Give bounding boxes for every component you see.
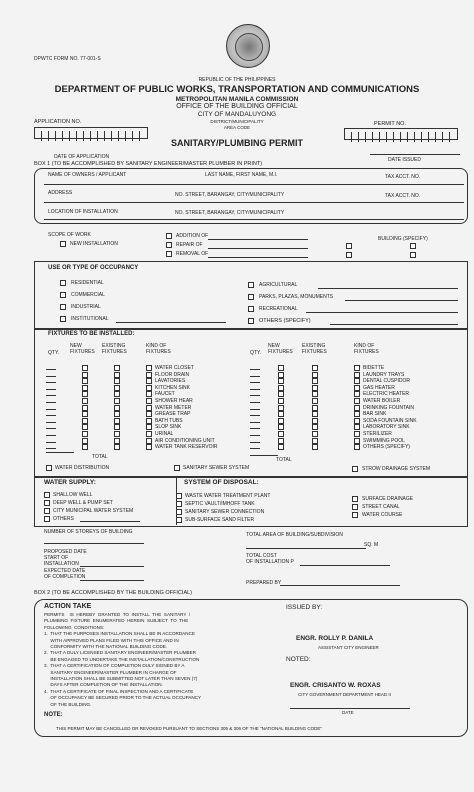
residential-label: RESIDENTIAL	[71, 280, 104, 286]
fixture-left-existing-checkbox[interactable]	[114, 405, 120, 411]
fixture-right-kind-checkbox[interactable]	[354, 365, 360, 371]
fixture-right-kind-label: BAR SINK	[363, 411, 387, 418]
fixture-left-new-checkbox[interactable]	[82, 438, 88, 444]
start-date-field[interactable]	[80, 566, 144, 567]
strow-drainage-label: STROW DRAINAGE SYSTEM	[362, 466, 431, 472]
kind-header-left: KIND OF FIXTURES	[146, 343, 171, 355]
total-left-label: TOTAL	[92, 454, 108, 460]
action-text-line: SANITARY ENGINEER/MASTER PLUMBER IN CHARGE OF	[44, 669, 177, 675]
total-cost-label: TOTAL COST	[246, 553, 277, 559]
action-text-line: 4. THAT A CERTIFICATE OF FINAL INSPECTION AND A CERTIFICATE	[44, 688, 194, 694]
fixture-right-qty-field[interactable]	[250, 389, 260, 390]
fixture-left-existing-checkbox[interactable]	[114, 365, 120, 371]
agricultural-label: AGRICULTURAL	[259, 282, 298, 288]
action-text-line: FOLLOWING CONDITIONS:	[44, 624, 105, 630]
fixture-right-kind-checkbox[interactable]	[354, 431, 360, 437]
owner-name-label: NAME OF OWNERS / APPLICANT	[48, 172, 127, 178]
fixture-right-qty-field[interactable]	[250, 428, 260, 429]
action-text-line: 2. THAT A DULY LICENSED SANITARY ENGINEER/MASTER PLUMBER	[44, 650, 196, 656]
fixture-left-kind-checkbox[interactable]	[146, 444, 152, 450]
completion-label: OF COMPLETION	[44, 574, 86, 580]
fixture-left-kind-checkbox[interactable]	[146, 398, 152, 404]
fixture-left-kind-checkbox[interactable]	[146, 431, 152, 437]
fixture-left-new-checkbox[interactable]	[82, 385, 88, 391]
action-text-line: CONFORMITY WITH THE NATIONAL BUILDING CODE.	[44, 644, 168, 649]
address-label: ADDRESS	[48, 190, 73, 196]
building-checkbox-2[interactable]	[346, 252, 352, 258]
fixture-left-new-checkbox[interactable]	[82, 424, 88, 430]
removal-label: REMOVAL OF	[176, 251, 209, 257]
fixture-right-kind-label: SODA FOUNTAIN SINK	[363, 417, 417, 424]
institutional-checkbox[interactable]	[60, 316, 66, 322]
note-label: NOTE:	[44, 712, 63, 718]
existing-fixtures-header-right: EXISTING FIXTURES	[302, 343, 327, 355]
others-water-checkbox[interactable]	[44, 516, 50, 522]
fixture-left-qty-field[interactable]	[46, 422, 56, 423]
fixture-left-new-checkbox[interactable]	[82, 444, 88, 450]
fixture-right-kind-checkbox[interactable]	[354, 405, 360, 411]
others-occupancy-checkbox[interactable]	[248, 318, 254, 324]
sewer-connection-checkbox[interactable]	[176, 509, 182, 515]
fixture-right-kind-label: DRINKING FOUNTAIN	[363, 404, 415, 411]
fixture-left-qty-field[interactable]	[46, 435, 56, 436]
storeys-label: NUMBER OF STOREYS OF BUILDING	[44, 529, 133, 535]
fixture-right-existing-checkbox[interactable]	[312, 385, 318, 391]
fixture-left-existing-checkbox[interactable]	[114, 372, 120, 378]
issuer-title: ASSISTANT CITY ENGINEER	[318, 645, 379, 650]
sewer-connection-label: SANITARY SEWER CONNECTION	[185, 509, 265, 515]
fixture-right-kind-label: SWIMMING POOL	[363, 437, 405, 444]
republic-line: REPUBLIC OF THE PHILIPPINES	[198, 77, 276, 83]
deep-well-label: DEEP WELL & PUMP SET	[53, 500, 113, 506]
fixture-right-existing-checkbox[interactable]	[312, 391, 318, 397]
district-line: DISTRICT/MUNICIPALITY	[210, 119, 264, 124]
fixture-right-kind-checkbox[interactable]	[354, 424, 360, 430]
fixture-right-new-checkbox[interactable]	[278, 438, 284, 444]
action-text-line: OF THE BUILDING.	[44, 701, 92, 707]
action-label: ACTION TAKE	[44, 603, 92, 610]
installation-label: INSTALLATION	[44, 561, 79, 567]
owner-name-hint: LAST NAME, FIRST NAME, M.I.	[205, 172, 278, 178]
recreational-checkbox[interactable]	[248, 306, 254, 312]
head-title: CITY GOVERNMENT DEPARTMENT HEAD II	[298, 692, 391, 697]
permit-no-label: PERMIT NO.	[374, 121, 406, 127]
fixtures-label: FIXTURES TO BE INSTALLED:	[48, 331, 135, 337]
fixture-left-new-checkbox[interactable]	[82, 372, 88, 378]
fixture-right-existing-checkbox[interactable]	[312, 431, 318, 437]
fixture-right-kind-checkbox[interactable]	[354, 444, 360, 450]
fixture-right-qty-field[interactable]	[250, 435, 260, 436]
action-text-line: 3. THAT A CERTIFICATION OF COMPLETION DULY SIGNED BY A	[44, 663, 185, 669]
fixture-left-kind-checkbox[interactable]	[146, 372, 152, 378]
total-area-field[interactable]	[246, 548, 366, 549]
fixture-left-existing-checkbox[interactable]	[114, 438, 120, 444]
fixture-left-kind-checkbox[interactable]	[146, 411, 152, 417]
water-course-label: WATER COURSE	[362, 512, 403, 518]
address-hint: NO. STREET, BARANGAY, CITY/MUNICIPALITY	[175, 192, 285, 198]
fixture-right-kind-label: DENTAL CUSPIDOR	[363, 378, 410, 385]
fixture-right-qty-field[interactable]	[250, 415, 260, 416]
fixture-right-kind-label: OTHERS (SPECIFY)	[363, 444, 410, 451]
fixture-left-existing-checkbox[interactable]	[114, 378, 120, 384]
fixture-left-kind-label: GREASE TRAP	[155, 411, 191, 418]
fixture-left-existing-checkbox[interactable]	[114, 431, 120, 437]
action-text-line: INSTALLATION SHALL BE SUBMITTED NOT LATER THAN SEVEN (7)	[44, 676, 198, 681]
septic-vault-label: SEPTIC VAULT/IMHOFF TANK	[185, 501, 255, 507]
fixture-left-new-checkbox[interactable]	[82, 405, 88, 411]
industrial-checkbox[interactable]	[60, 304, 66, 310]
fixture-right-existing-checkbox[interactable]	[312, 378, 318, 384]
start-of-label: START OF	[44, 555, 69, 561]
city-line: CITY OF MANDALUYONG	[197, 111, 277, 118]
fixture-right-qty-field[interactable]	[250, 369, 260, 370]
fixture-right-existing-checkbox[interactable]	[312, 405, 318, 411]
septic-vault-checkbox[interactable]	[176, 501, 182, 507]
fixture-right-new-checkbox[interactable]	[278, 365, 284, 371]
water-course-checkbox[interactable]	[352, 512, 358, 518]
fixture-left-qty-field[interactable]	[46, 369, 56, 370]
fixture-right-kind-label: WATER BOILER	[363, 398, 401, 404]
fixture-right-kind-label: BIDETTE	[363, 365, 385, 371]
sanitary-sewer-checkbox[interactable]	[174, 465, 180, 471]
area-code-line: AREA CODE	[223, 125, 251, 130]
fixture-left-qty-field[interactable]	[46, 409, 56, 410]
fixture-left-kind-label: LAVATORIES	[155, 378, 186, 385]
note-text: THIS PERMIT MAY BE CANCELLED OR REVOKED PURSUANT TO SECTIONS 305 & 306 OF THE "NATIONAL BUILDING CODE"	[56, 726, 322, 731]
sand-filter-checkbox[interactable]	[176, 517, 182, 523]
fixture-left-new-checkbox[interactable]	[82, 391, 88, 397]
department-title: DEPARTMENT OF PUBLIC WORKS, TRANSPORTATION AND COMMUNICATIONS	[54, 84, 420, 95]
kind-header-right: KIND OF FIXTURES	[354, 343, 379, 355]
qty-header-right: QTY.	[250, 350, 262, 356]
occupancy-label: USE OR TYPE OF OCCUPANCY	[48, 265, 139, 271]
tax-acct-2-label: TAX ACCT. NO.	[385, 193, 421, 199]
location-field[interactable]	[44, 219, 464, 220]
seal-emblem	[235, 33, 263, 61]
fixture-left-kind-checkbox[interactable]	[146, 378, 152, 384]
parks-checkbox[interactable]	[248, 294, 254, 300]
fixture-left-kind-checkbox[interactable]	[146, 424, 152, 430]
new-installation-label: NEW INSTALLATION	[70, 241, 118, 247]
fixture-right-qty-field[interactable]	[250, 448, 260, 449]
parks-label: PARKS, PLAZAS, MONUMENTS	[259, 294, 334, 300]
recreational-label: RECREATIONAL	[259, 306, 298, 312]
qty-header-left: QTY.	[48, 350, 60, 356]
deep-well-checkbox[interactable]	[44, 500, 50, 506]
existing-fixtures-header-left: EXISTING FIXTURES	[102, 343, 127, 355]
date-of-application-label: DATE OF APPLICATION	[54, 154, 110, 160]
fixture-right-kind-checkbox[interactable]	[354, 372, 360, 378]
action-text	[44, 612, 274, 724]
industrial-label: INDUSTRIAL	[71, 304, 101, 310]
fixture-right-kind-checkbox[interactable]	[354, 418, 360, 424]
completion-date-field[interactable]	[80, 580, 144, 581]
fixture-left-kind-checkbox[interactable]	[146, 391, 152, 397]
fixture-left-qty-field[interactable]	[46, 382, 56, 383]
date-label: DATE	[342, 710, 354, 715]
surface-drainage-label: SURFACE DRAINAGE	[362, 496, 414, 502]
fixture-left-qty-field[interactable]	[46, 428, 56, 429]
fixture-left-kind-label: WATER TANK RESERVOIR	[155, 444, 218, 451]
fixture-right-new-checkbox[interactable]	[278, 431, 284, 437]
fixture-left-new-checkbox[interactable]	[82, 378, 88, 384]
fixture-right-new-checkbox[interactable]	[278, 385, 284, 391]
fixture-right-kind-checkbox[interactable]	[354, 385, 360, 391]
addition-checkbox[interactable]	[166, 233, 172, 239]
strow-drainage-checkbox[interactable]	[352, 466, 358, 472]
fixture-right-qty-field[interactable]	[250, 409, 260, 410]
action-text-line: PLUMBING FIXTURE ENUMERATED HEREIN SUBJECT TO THE	[44, 618, 189, 624]
fixture-right-new-checkbox[interactable]	[278, 424, 284, 430]
action-text-line: PERMITS IS HEREBY GRANTED TO INSTALL THE SANITARY /	[44, 612, 191, 617]
fixture-left-kind-label: BATH TUBS	[155, 417, 183, 424]
fixture-right-new-checkbox[interactable]	[278, 398, 284, 404]
water-supply-label: WATER SUPPLY:	[44, 479, 96, 486]
prepared-by-field[interactable]	[280, 585, 400, 586]
fixture-left-existing-checkbox[interactable]	[114, 385, 120, 391]
scope-label: SCOPE OF WORK	[48, 232, 91, 238]
cost-installation-label: OF INSTALLATION P	[246, 559, 294, 565]
fixture-right-kind-checkbox[interactable]	[354, 378, 360, 384]
institutional-label: INSTITUTIONAL	[71, 316, 109, 322]
others-occupancy-label: OTHERS (SPECIFY)	[259, 318, 311, 324]
storeys-field[interactable]	[44, 543, 144, 544]
fixture-right-kind-checkbox[interactable]	[354, 411, 360, 417]
date-field[interactable]	[290, 708, 410, 709]
building-specify-label: BUILDING (SPECIFY)	[378, 236, 428, 242]
fixture-right-kind-label: LABORATORY SINK	[363, 424, 410, 431]
water-distribution-checkbox[interactable]	[46, 465, 52, 471]
fixture-right-new-checkbox[interactable]	[278, 405, 284, 411]
fixture-left-existing-checkbox[interactable]	[114, 444, 120, 450]
city-water-label: CITY MUNICIPAL WATER SYSTEM	[53, 508, 134, 514]
proposed-date-label: PROPOSED DATE	[44, 549, 87, 555]
fixture-right-existing-checkbox[interactable]	[312, 411, 318, 417]
fixture-left-qty-field[interactable]	[46, 442, 56, 443]
fixture-left-kind-label: FAUCET	[155, 391, 175, 398]
addition-label: ADDITION OF	[176, 233, 209, 239]
total-area-label: TOTAL AREA OF BUILDING/SUBDIVISION	[246, 532, 343, 538]
fixture-left-kind-checkbox[interactable]	[146, 438, 152, 444]
fixture-left-existing-checkbox[interactable]	[114, 411, 120, 417]
fixture-left-kind-label: WATER METER	[155, 404, 192, 411]
head-name: ENGR. CRISANTO W. ROXAS	[290, 682, 381, 689]
fixture-right-existing-checkbox[interactable]	[312, 398, 318, 404]
repair-label: REPAIR OF	[176, 242, 203, 248]
shallow-well-label: SHALLOW WELL	[53, 492, 93, 498]
owner-name-field[interactable]	[44, 184, 464, 185]
removal-checkbox[interactable]	[166, 251, 172, 257]
city-water-checkbox[interactable]	[44, 508, 50, 514]
fixture-right-existing-checkbox[interactable]	[312, 372, 318, 378]
box2-label: BOX 2 (TO BE ACCOMPLISHED BY THE BUILDING OFFICIAL)	[34, 590, 193, 596]
fixture-left-existing-checkbox[interactable]	[114, 418, 120, 424]
expected-date-label: EXPECTED DATE	[44, 568, 86, 574]
sqm-label: SQ. M	[364, 542, 379, 548]
commercial-checkbox[interactable]	[60, 292, 66, 298]
application-no-label: APPLICATION NO.	[34, 119, 82, 125]
action-text-line: OF OCCUPANCY BE SECURED PRIOR TO THE ACTUAL OCCUPANCY	[44, 695, 202, 701]
fixture-right-qty-field[interactable]	[250, 376, 260, 377]
date-issued-label: DATE ISSUED	[388, 157, 421, 163]
others-water-label: OTHERS	[53, 516, 74, 522]
fixture-left-kind-checkbox[interactable]	[146, 365, 152, 371]
total-cost-field[interactable]	[300, 565, 390, 566]
sanitary-sewer-label: SANITARY SEWER SYSTEM	[183, 465, 250, 471]
fixture-left-kind-label: WATER CLOSET	[155, 365, 194, 371]
fixture-left-existing-checkbox[interactable]	[114, 424, 120, 430]
sand-filter-label: SUB-SURFACE SAND FILTER	[185, 517, 255, 523]
box1-label: BOX 1 (TO BE ACCOMPLISHED BY SANITARY ENGINEER/MASTER PLUMBER IN PRINT)	[34, 161, 263, 167]
fixture-left-new-checkbox[interactable]	[82, 365, 88, 371]
fixture-left-existing-checkbox[interactable]	[114, 398, 120, 404]
fixture-right-kind-checkbox[interactable]	[354, 438, 360, 444]
treatment-plant-checkbox[interactable]	[176, 493, 182, 499]
action-text-line: 1. THAT THE PURPOSES INSTALLATION SHALL BE IN ACCORDANCE	[44, 631, 195, 637]
form-title: SANITARY/PLUMBING PERMIT	[171, 138, 303, 148]
fixture-left-qty-field[interactable]	[46, 389, 56, 390]
residential-checkbox[interactable]	[60, 280, 66, 286]
fixture-left-kind-label: AIR CONDITIONING UNIT	[155, 437, 215, 444]
fixture-left-qty-field[interactable]	[46, 402, 56, 403]
building-checkbox-4[interactable]	[410, 252, 416, 258]
new-fixtures-header-right: NEW FIXTURES	[268, 343, 293, 355]
fixture-right-new-checkbox[interactable]	[278, 378, 284, 384]
fixture-right-qty-field[interactable]	[250, 422, 260, 423]
fixture-left-qty-field[interactable]	[46, 448, 56, 449]
prepared-by-label: PREPARED BY	[246, 580, 282, 586]
fixture-right-new-checkbox[interactable]	[278, 444, 284, 450]
fixture-right-existing-checkbox[interactable]	[312, 418, 318, 424]
fixture-left-new-checkbox[interactable]	[82, 431, 88, 437]
location-hint: NO. STREET, BARANGAY, CITY/MUNICIPALITY	[175, 210, 285, 216]
fixture-left-kind-label: SHOWER HEAR	[155, 398, 193, 404]
agricultural-checkbox[interactable]	[248, 282, 254, 288]
fixture-right-existing-checkbox[interactable]	[312, 438, 318, 444]
location-label: LOCATION OF INSTALLATION	[48, 209, 118, 215]
fixture-left-new-checkbox[interactable]	[82, 418, 88, 424]
fixture-right-qty-field[interactable]	[250, 402, 260, 403]
fixture-right-existing-checkbox[interactable]	[312, 444, 318, 450]
tax-acct-label: TAX ACCT. NO.	[385, 174, 421, 180]
action-text-line: BE ENGAGED TO UNDERTAKE THE INSTALLATION/CONSTRUCTION	[44, 656, 200, 662]
fixture-left-qty-field[interactable]	[46, 415, 56, 416]
address-field[interactable]	[44, 202, 464, 203]
noted-label: NOTED:	[286, 656, 311, 663]
fixture-left-kind-label: FLOOR DRAIN	[155, 371, 190, 378]
fixture-right-new-checkbox[interactable]	[278, 391, 284, 397]
fixture-left-new-checkbox[interactable]	[82, 398, 88, 404]
action-text-line: WITH APPROVED PLANS FILED WITH THIS OFFICE AND IN	[44, 637, 179, 643]
building-checkbox-3[interactable]	[410, 243, 416, 249]
issuer-name: ENGR. ROLLY P. DANILA	[296, 635, 374, 642]
fixture-left-existing-checkbox[interactable]	[114, 391, 120, 397]
repair-checkbox[interactable]	[166, 242, 172, 248]
fixture-right-qty-field[interactable]	[250, 395, 260, 396]
city-seal	[226, 24, 270, 68]
fixture-left-qty-field[interactable]	[46, 376, 56, 377]
fixture-right-qty-field[interactable]	[250, 382, 260, 383]
form-number: DPWTC FORM NO. 77-001-S	[34, 56, 101, 62]
fixture-right-kind-checkbox[interactable]	[354, 398, 360, 404]
fixture-right-kind-label: GAS HEATER	[363, 384, 395, 391]
action-text-line: DAYS AFTER COMPLETION OF THE INSTALLATION.	[44, 682, 163, 688]
fixture-right-new-checkbox[interactable]	[278, 411, 284, 417]
fixture-right-existing-checkbox[interactable]	[312, 365, 318, 371]
treatment-plant-label: WASTE WATER TREATMENT PLANT	[185, 493, 271, 499]
street-canal-checkbox[interactable]	[352, 504, 358, 510]
fixture-left-kind-label: SLOP SINK	[155, 424, 182, 431]
issued-by-label: ISSUED BY:	[286, 604, 323, 611]
disposal-label: SYSTEM OF DISPOSAL:	[184, 479, 259, 486]
commercial-label: COMMERCIAL	[71, 292, 105, 298]
fixture-left-kind-checkbox[interactable]	[146, 418, 152, 424]
fixture-left-qty-field[interactable]	[46, 395, 56, 396]
office-line: OFFICE OF THE BUILDING OFFICIAL	[176, 103, 298, 110]
fixture-right-qty-field[interactable]	[250, 442, 260, 443]
fixture-right-kind-label: STERILIZER	[363, 431, 392, 437]
new-installation-checkbox[interactable]	[60, 241, 66, 247]
surface-drainage-checkbox[interactable]	[352, 496, 358, 502]
street-canal-label: STREET CANAL	[362, 504, 400, 510]
fixture-right-new-checkbox[interactable]	[278, 418, 284, 424]
new-fixtures-header-left: NEW FIXTURES	[70, 343, 95, 355]
fixture-left-new-checkbox[interactable]	[82, 411, 88, 417]
fixture-right-existing-checkbox[interactable]	[312, 424, 318, 430]
total-right-label: TOTAL	[276, 457, 292, 463]
fixture-left-kind-checkbox[interactable]	[146, 385, 152, 391]
fixture-right-new-checkbox[interactable]	[278, 372, 284, 378]
fixture-left-kind-label: KITCHEN SINK	[155, 384, 191, 391]
water-distribution-label: WATER DISTRIBUTION	[55, 465, 110, 471]
fixture-right-kind-label: LAUNDRY TRAYS	[363, 371, 405, 378]
fixture-right-kind-checkbox[interactable]	[354, 391, 360, 397]
fixture-right-kind-label: ELECTRIC HEATER	[363, 391, 410, 398]
fixture-left-kind-label: URINAL	[155, 431, 174, 437]
shallow-well-checkbox[interactable]	[44, 492, 50, 498]
building-checkbox-1[interactable]	[346, 243, 352, 249]
commission-line: METROPOLITAN MANILA COMMISSION	[175, 96, 299, 103]
fixture-left-kind-checkbox[interactable]	[146, 405, 152, 411]
